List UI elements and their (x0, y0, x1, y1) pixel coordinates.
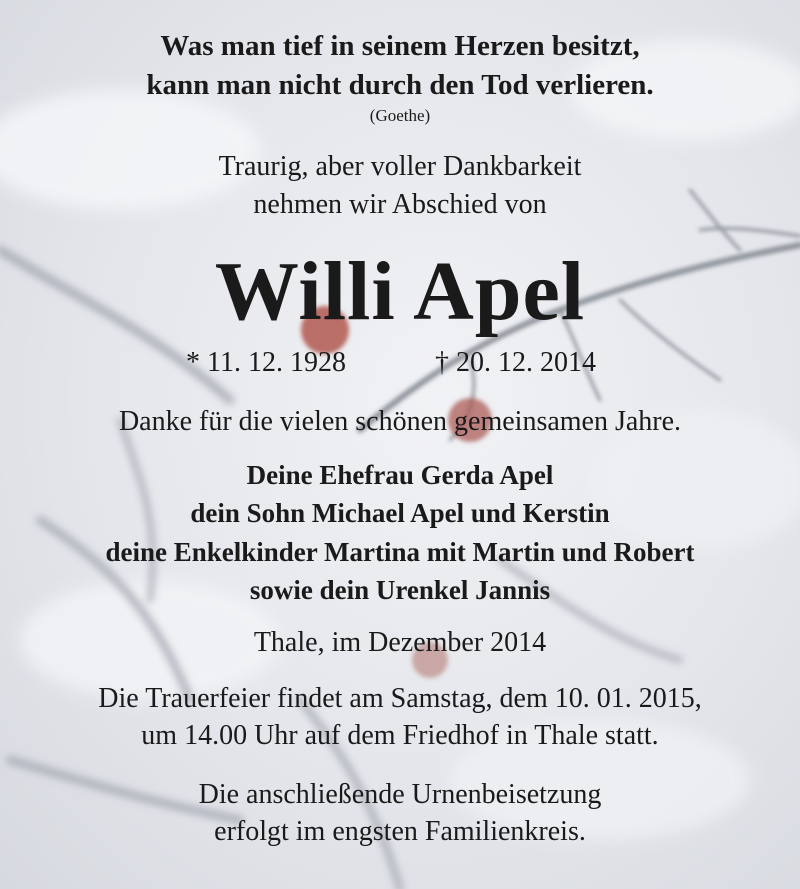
quote-line-2: kann man nicht durch den Tod verlieren. (146, 69, 654, 101)
family-line: dein Sohn Michael Apel und Kerstin (190, 498, 610, 528)
place-date: Thale, im Dezember 2014 (253, 627, 547, 658)
intro-line-2: nehmen wir Abschied von (253, 189, 547, 220)
family-line: deine Enkelkinder Martina mit Martin und Robert (105, 537, 695, 567)
life-dates (0, 347, 800, 383)
death-date: † 20. 12. 2014 (435, 347, 596, 378)
family-line: Deine Ehefrau Gerda Apel (246, 460, 554, 490)
ceremony-line-1: Die Trauerfeier findet am Samstag, dem 10. 01. 2015, (98, 683, 702, 714)
birth-date: * 11. 12. 1928 (186, 347, 346, 378)
thanks-line: Danke für die vielen schönen gemeinsamen Jahre. (118, 406, 682, 437)
burial-line-2: erfolgt im engsten Familienkreis. (214, 816, 586, 847)
family-line: sowie dein Urenkel Jannis (249, 575, 551, 605)
intro-line-1: Traurig, aber voller Dankbarkeit (218, 151, 582, 182)
quote-line-1: Was man tief in seinem Herzen besitzt, (160, 30, 640, 62)
quote-author: (Goethe) (369, 106, 431, 125)
deceased-name: Willi Apel (214, 245, 586, 338)
ceremony-line-2: um 14.00 Uhr auf dem Friedhof in Thale statt. (141, 720, 659, 751)
burial-line-1: Die anschließende Urnenbeisetzung (198, 779, 602, 810)
